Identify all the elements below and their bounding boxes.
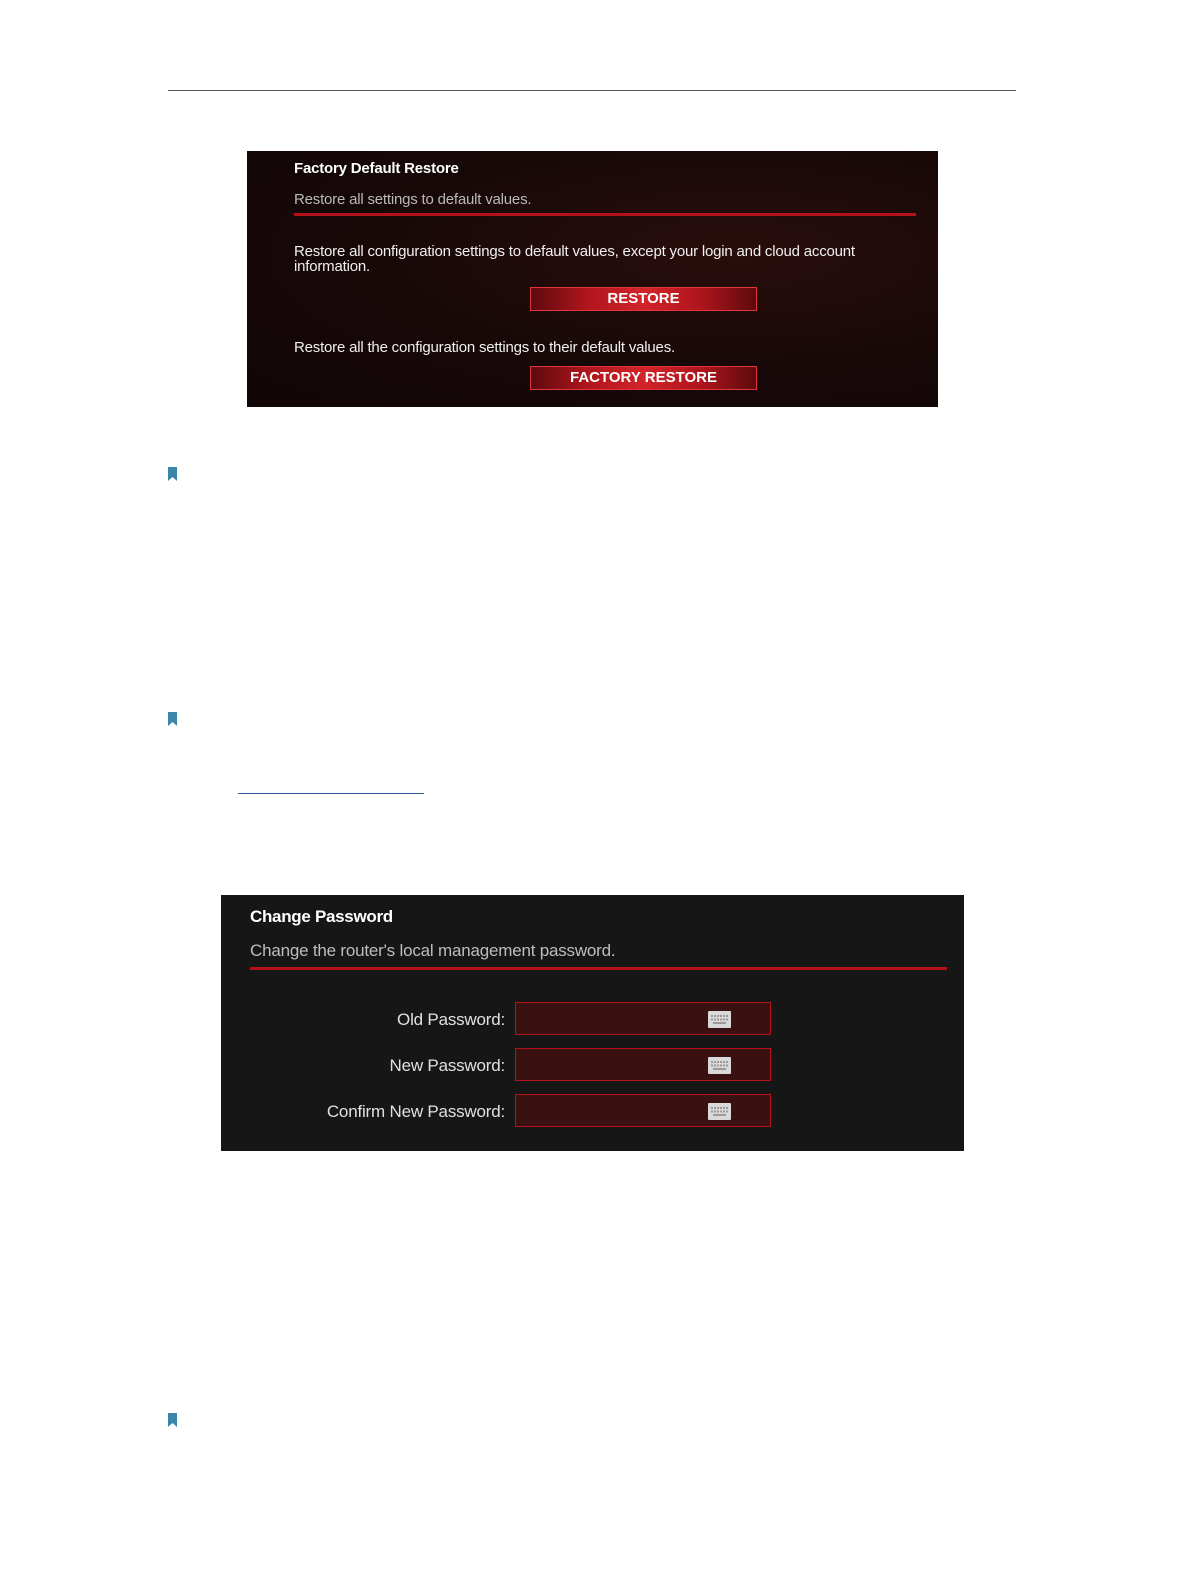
factory-restore-button[interactable]: FACTORY RESTORE <box>530 366 757 390</box>
old-password-label: Old Password: <box>397 1010 505 1029</box>
keyboard-icon[interactable] <box>708 1103 731 1120</box>
bookmark-icon <box>168 1413 177 1427</box>
bookmark-icon <box>168 467 177 481</box>
confirm-password-label: Confirm New Password: <box>326 1102 505 1121</box>
bookmark-icon <box>168 712 177 726</box>
restore-button[interactable]: RESTORE <box>530 287 757 311</box>
factory-restore-panel <box>247 151 938 407</box>
keyboard-icon[interactable] <box>708 1057 731 1074</box>
old-password-field[interactable] <box>515 1002 771 1035</box>
new-password-field[interactable] <box>515 1048 771 1081</box>
restore-description: Restore all configuration settings to default values, except your login and cloud account information. <box>294 243 855 275</box>
panel-subtitle: Restore all settings to default values. <box>294 191 532 208</box>
new-password-label: New Password: <box>389 1056 505 1075</box>
keyboard-icon[interactable] <box>708 1011 731 1028</box>
header-rule <box>168 90 1016 91</box>
panel-divider <box>250 967 947 970</box>
panel-title: Change Password <box>250 907 393 926</box>
factory-restore-description: Restore all the configuration settings to their default values. <box>294 339 675 356</box>
new-password-row <box>221 1048 964 1082</box>
panel-title: Factory Default Restore <box>294 160 459 177</box>
confirm-password-field[interactable] <box>515 1094 771 1127</box>
old-password-row <box>221 1002 964 1036</box>
panel-subtitle: Change the router's local management password. <box>250 941 616 960</box>
panel-divider <box>294 213 916 216</box>
confirm-password-row <box>221 1094 964 1128</box>
change-password-panel <box>221 895 964 1151</box>
link-underline[interactable] <box>238 793 424 794</box>
